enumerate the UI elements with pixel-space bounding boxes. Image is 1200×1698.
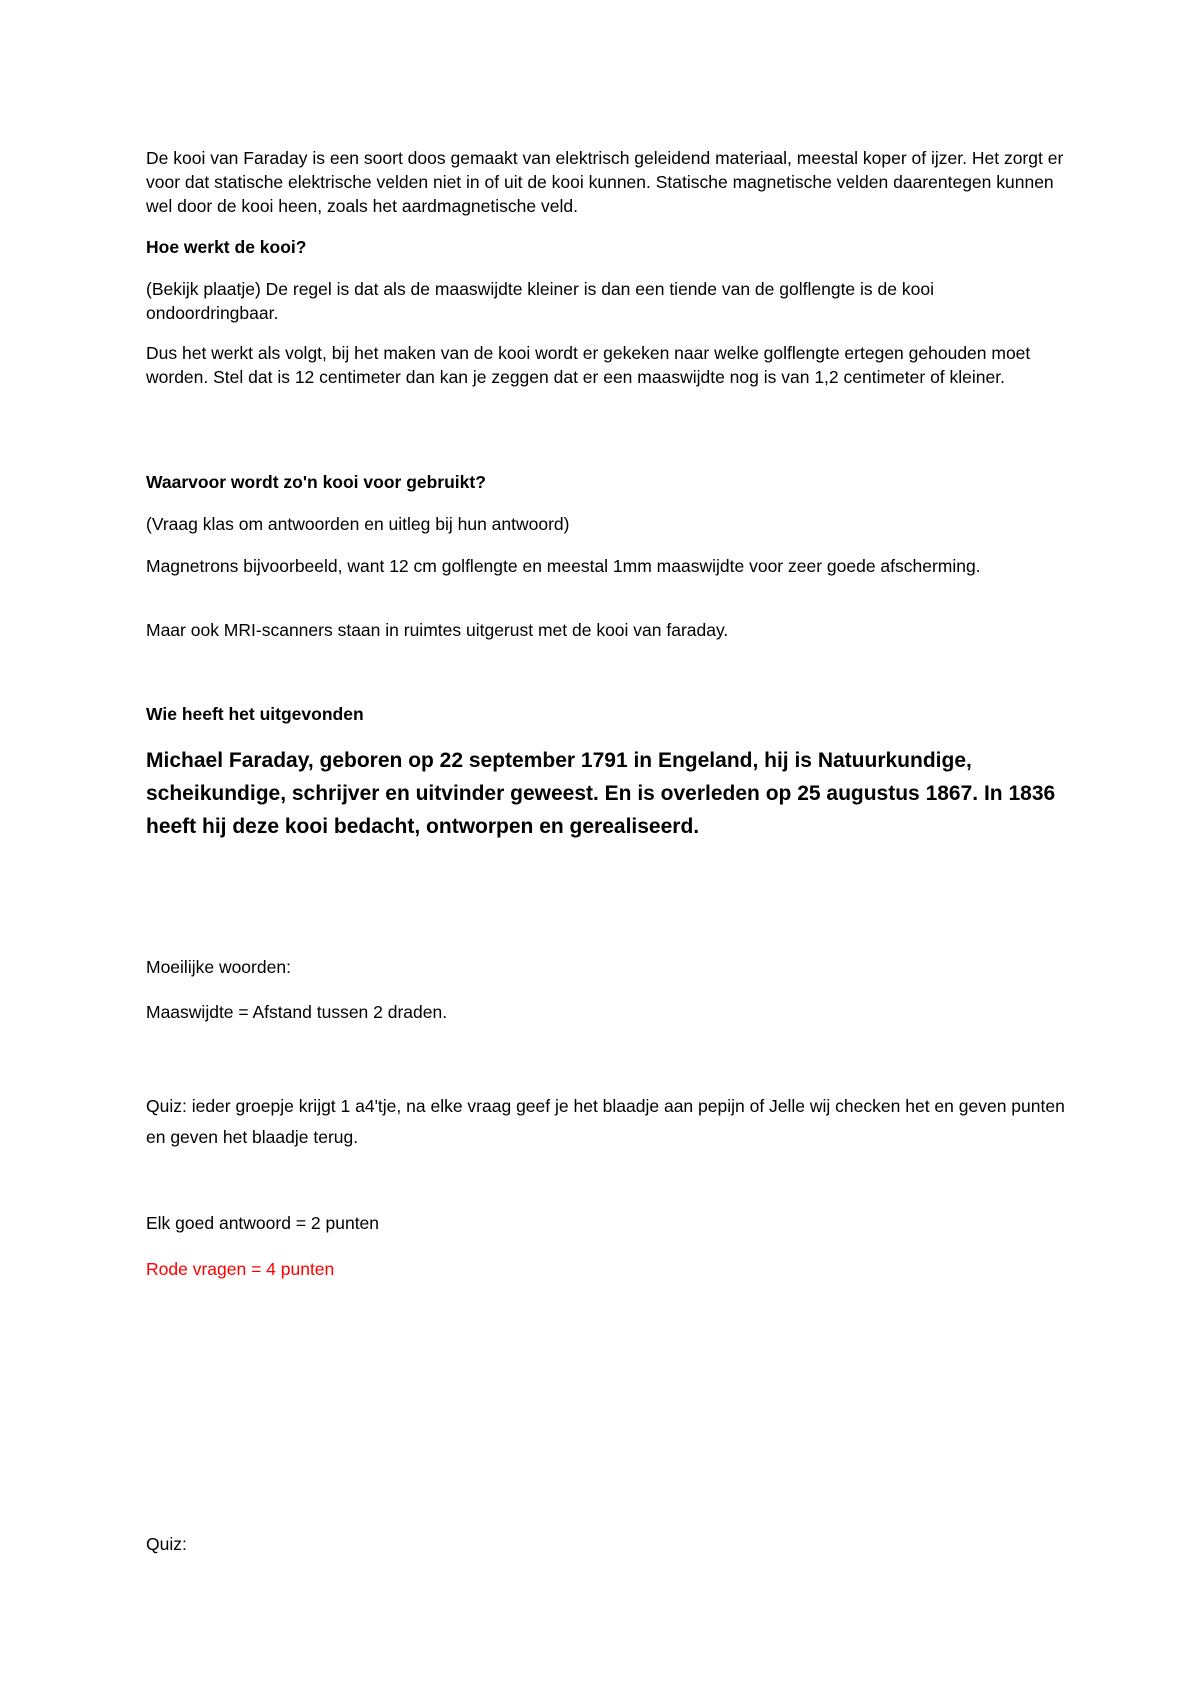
inventor-paragraph: Michael Faraday, geboren op 22 september 1791 in Engeland, hij is Natuurkundige, scheikundige, schrijver en uitvinder geweest. En is overleden op 25 augustus 1867. In 1836 heeft hij deze kooi bedacht, ontworpen en gerealiseerd. [146,749,1056,838]
usage-paragraph-ask-class: (Vraag klas om antwoorden en uitleg bij hun antwoord) [146,514,570,534]
heading-usage: Waarvoor wordt zo'n kooi voor gebruikt? [146,472,486,492]
difficult-words-label: Moeilijke woorden: [146,957,291,977]
intro-paragraph: De kooi van Faraday is een soort doos gemaakt van elektrisch geleidend materiaal, meestal koper of ijzer. Het zorgt er voor dat statische elektrische velden niet in of uit de kooi kunnen. Statische magnetische velden daarentegen kunnen wel door de kooi heen, zoals het aardmagnetische veld. [146,148,1064,216]
usage-paragraph-mri: Maar ook MRI-scanners staan in ruimtes uitgerust met de kooi van faraday. [146,620,729,640]
quiz-label: Quiz: [146,1534,187,1554]
score-rule: Elk goed antwoord = 2 punten [146,1213,380,1233]
difficult-word-definition: Maaswijdte = Afstand tussen 2 draden. [146,1002,448,1022]
how-paragraph-rule: (Bekijk plaatje) De regel is dat als de maaswijdte kleiner is dan een tiende van de golflengte is de kooi ondoordringbaar. [146,279,934,323]
heading-inventor: Wie heeft het uitgevonden [146,704,364,724]
red-questions-rule: Rode vragen = 4 punten [146,1259,335,1279]
heading-how-it-works: Hoe werkt de kooi? [146,237,307,257]
how-paragraph-explanation: Dus het werkt als volgt, bij het maken van de kooi wordt er gekeken naar welke golflengte ertegen gehouden moet worden. Stel dat is 12 centimeter dan kan je zeggen dat er een maaswijdte nog is van 1,2 centimeter of kleiner. [146,343,1031,387]
usage-paragraph-microwave: Magnetrons bijvoorbeeld, want 12 cm golflengte en meestal 1mm maaswijdte voor zeer goede afscherming. [146,556,981,576]
quiz-intro-paragraph: Quiz: ieder groepje krijgt 1 a4'tje, na elke vraag geef je het blaadje aan pepijn of Jelle wij checken het en geven punten en geven het blaadje terug. [146,1096,1065,1147]
